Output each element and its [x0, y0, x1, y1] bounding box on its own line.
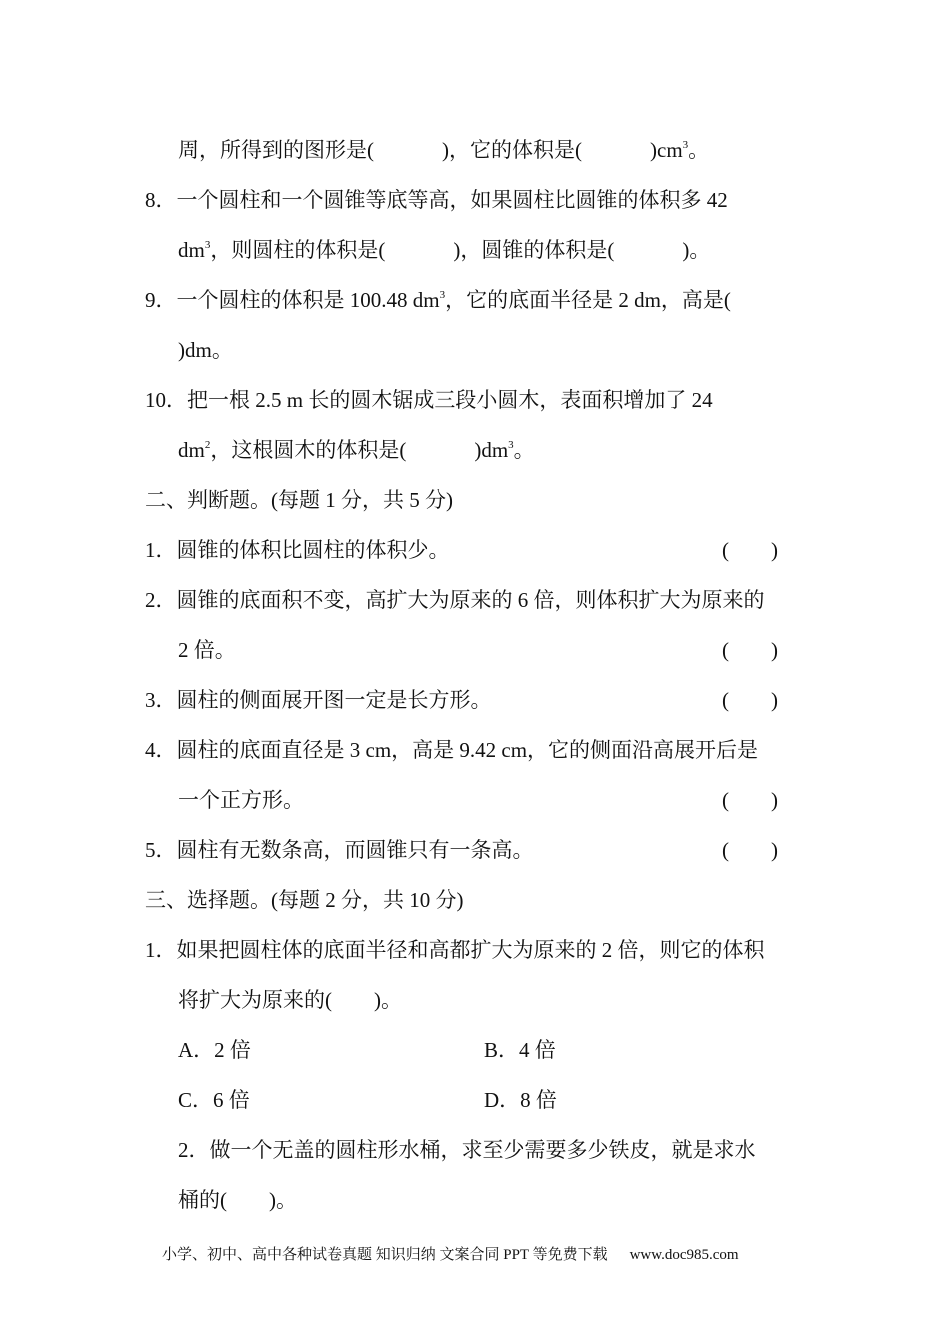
judge-answer-1[interactable]: ( ) [722, 538, 778, 562]
judge-answer-4[interactable]: ( ) [722, 788, 778, 812]
q8-text-c: )，圆锥的体积是( [453, 238, 615, 262]
judge-answer-2[interactable]: ( ) [722, 638, 778, 662]
q8-text-b: ，则圆柱的体积是( [210, 238, 386, 262]
judge-item-3: 3．圆柱的侧面展开图一定是长方形。 [145, 688, 492, 712]
q10-text-c: )dm [474, 438, 509, 462]
choice-q1-option-c[interactable]: C．6 倍 [178, 1088, 250, 1112]
q10-text-b: ，这根圆木的体积是( [210, 438, 407, 462]
choice-q1-line-2: 将扩大为原来的( )。 [178, 988, 402, 1012]
choice-q1-option-d[interactable]: D．8 倍 [484, 1088, 557, 1112]
judge-item-1: 1．圆锥的体积比圆柱的体积少。 [145, 538, 450, 562]
judge-item-2-line-2: 2 倍。 [178, 638, 236, 662]
q7-text-1: 周，所得到的图形是( [178, 138, 374, 162]
q8-line-2 [178, 235, 710, 265]
choice-heading: 三、选择题。(每题 2 分，共 10 分) [145, 888, 464, 912]
footer-text: 小学、初中、高中各种试卷真题 知识归纳 文案合同 PPT 等免费下载 [162, 1247, 608, 1263]
q9-sup: 3 [439, 289, 446, 301]
q7-sup: 3 [682, 139, 689, 151]
judge-item-2: 2．圆锥的底面积不变，高扩大为原来的 6 倍，则体积扩大为原来的 [145, 588, 765, 612]
judge-answer-3[interactable]: ( ) [722, 688, 778, 712]
q9-line-1 [145, 285, 731, 315]
footer-url[interactable]: www.doc985.com [629, 1247, 739, 1263]
judge-item-5: 5．圆柱有无数条高，而圆锥只有一条高。 [145, 838, 534, 862]
q9-line-2: )dm。 [178, 338, 233, 362]
choice-q1-line-1: 1．如果把圆柱体的底面半径和高都扩大为原来的 2 倍，则它的体积 [145, 938, 765, 962]
q9-text-b: ，它的底面半径是 2 dm，高是( [445, 288, 731, 312]
choice-q1-option-a[interactable]: A．2 倍 [178, 1038, 251, 1062]
judge-item-4: 4．圆柱的底面直径是 3 cm，高是 9.42 cm，它的侧面沿高展开后是 [145, 738, 759, 762]
choice-q2-line-2: 桶的( )。 [178, 1188, 297, 1212]
q10-text-d: 。 [513, 438, 535, 462]
choice-q2-line-1: 2．做一个无盖的圆柱形水桶，求至少需要多少铁皮，就是求水 [178, 1138, 756, 1162]
choice-q1-option-b[interactable]: B．4 倍 [484, 1038, 556, 1062]
q8-text-d: )。 [682, 238, 711, 262]
q7-text-2: )，它的体积是( [442, 138, 582, 162]
judge-heading: 二、判断题。(每题 1 分，共 5 分) [145, 488, 453, 512]
q10-sup: 2 [204, 439, 211, 451]
q10-line-1: 10．把一根 2.5 m 长的圆木锯成三段小圆木，表面积增加了 24 [145, 388, 713, 412]
q7-continuation [178, 135, 709, 165]
q10-sup-2: 3 [508, 439, 514, 451]
q9-text-a: 9．一个圆柱的体积是 100.48 dm [145, 288, 440, 312]
judge-item-4-line-2: 一个正方形。 [178, 788, 304, 812]
q7-text-3: )cm [650, 138, 683, 162]
q8-line-1: 8．一个圆柱和一个圆锥等底等高，如果圆柱比圆锥的体积多 42 [145, 188, 728, 212]
q7-text-4: 。 [688, 138, 710, 162]
q10-line-2 [178, 435, 535, 465]
judge-answer-5[interactable]: ( ) [722, 838, 778, 862]
q10-unit: dm [178, 438, 205, 462]
q8-unit: dm [178, 238, 205, 262]
q8-sup: 3 [204, 239, 211, 251]
page-footer [162, 1244, 739, 1266]
